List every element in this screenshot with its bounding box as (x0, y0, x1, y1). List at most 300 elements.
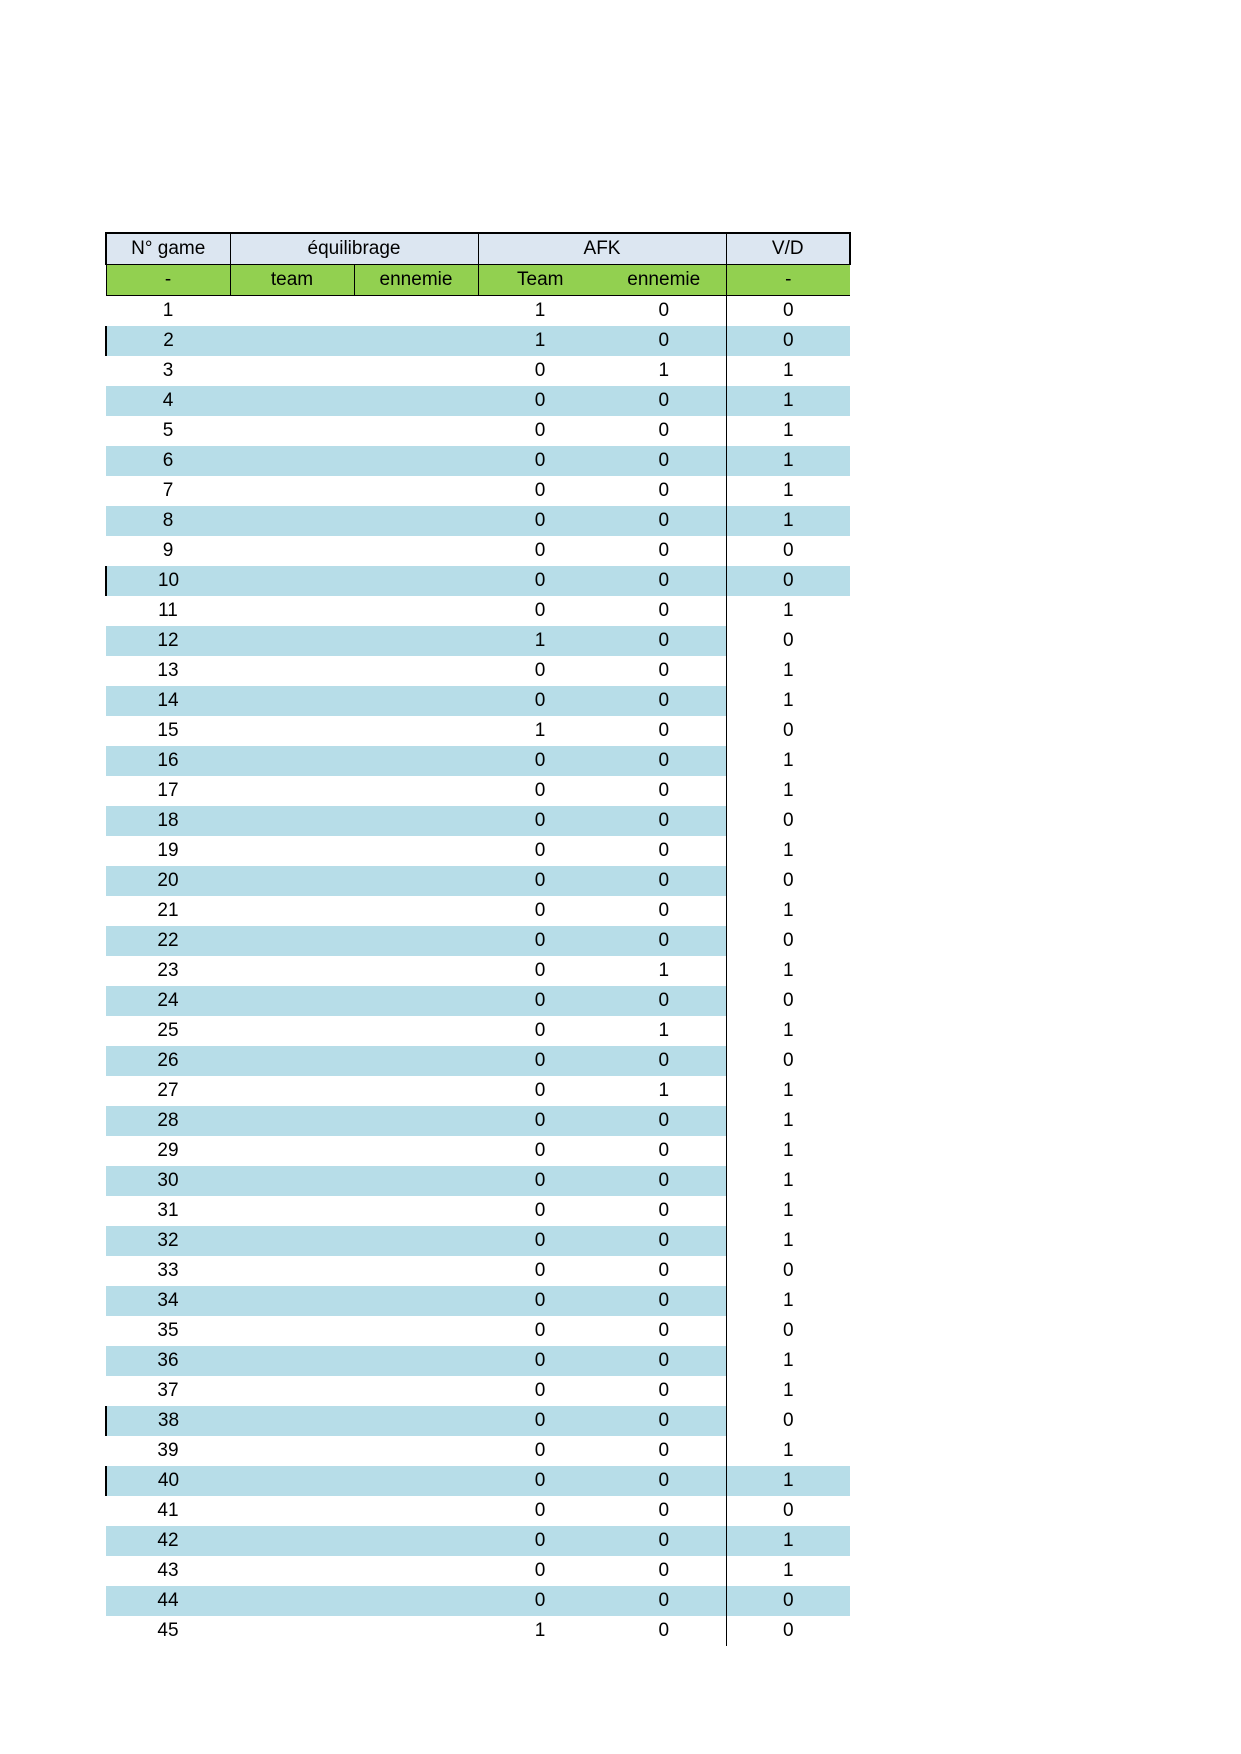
table-row (106, 1136, 850, 1166)
cell-game-number[interactable]: 2 (106, 326, 230, 356)
cell-equilibrage-ennemie[interactable] (354, 476, 478, 506)
cell-afk-team[interactable]: 1 (478, 326, 602, 356)
cell-afk-team[interactable]: 0 (478, 806, 602, 836)
cell-afk-team[interactable]: 0 (534, 960, 546, 981)
cell-game-number[interactable]: 3 (162, 360, 174, 381)
cell-afk-team[interactable]: 0 (534, 780, 546, 801)
cell-afk-team[interactable]: 0 (534, 1440, 546, 1461)
cell-afk-team[interactable]: 0 (534, 1200, 546, 1221)
cell-afk-ennemie[interactable]: 0 (602, 1046, 726, 1076)
cell-vd[interactable]: 1 (726, 506, 850, 536)
cell-afk-ennemie[interactable]: 0 (602, 986, 726, 1016)
cell-afk-ennemie[interactable]: 0 (602, 1556, 726, 1586)
cell-afk-team[interactable]: 1 (478, 626, 602, 656)
table-row (106, 506, 850, 536)
cell-game-number[interactable]: 16 (106, 746, 230, 776)
cell-equilibrage-team[interactable] (230, 1256, 354, 1286)
cell-afk-ennemie[interactable]: 0 (602, 1616, 726, 1646)
cell-equilibrage-team[interactable] (230, 686, 354, 716)
cell-afk-team[interactable]: 0 (478, 986, 602, 1016)
cell-equilibrage-team[interactable] (230, 1316, 354, 1346)
cell-vd[interactable]: 1 (782, 1020, 794, 1041)
cell-vd[interactable]: 0 (726, 866, 850, 896)
cell-vd[interactable]: 1 (782, 420, 794, 441)
cell-game-number[interactable]: 42 (106, 1526, 230, 1556)
cell-afk-team[interactable]: 0 (534, 360, 546, 381)
cell-afk-team[interactable]: 0 (534, 1380, 546, 1401)
cell-game-number[interactable]: 43 (157, 1560, 179, 1581)
cell-vd[interactable]: 1 (726, 1166, 850, 1196)
cell-equilibrage-ennemie[interactable] (354, 1226, 478, 1256)
cell-equilibrage-team[interactable] (230, 1586, 354, 1616)
cell-equilibrage-ennemie[interactable] (354, 296, 478, 327)
subheader-team[interactable]: team (230, 265, 354, 296)
cell-afk-team[interactable]: 0 (478, 686, 602, 716)
cell-game-number[interactable]: 31 (157, 1200, 179, 1221)
table-row (106, 326, 850, 356)
cell-vd[interactable]: 0 (782, 540, 794, 561)
cell-game-number[interactable]: 26 (106, 1046, 230, 1076)
table-row (106, 1526, 850, 1556)
cell-equilibrage-ennemie[interactable] (354, 626, 478, 656)
cell-vd[interactable]: 0 (726, 1046, 850, 1076)
cell-game-number[interactable]: 4 (106, 386, 230, 416)
cell-equilibrage-team[interactable] (230, 1466, 354, 1496)
cell-vd[interactable]: 1 (726, 1226, 850, 1256)
cell-vd[interactable]: 1 (782, 900, 794, 921)
cell-equilibrage-team[interactable] (230, 476, 354, 506)
cell-vd[interactable]: 1 (782, 1200, 794, 1221)
cell-afk-ennemie[interactable]: 0 (602, 896, 726, 926)
cell-game-number[interactable]: 35 (157, 1320, 179, 1341)
cell-equilibrage-ennemie[interactable] (354, 1436, 478, 1466)
cell-game-number[interactable]: 40 (106, 1466, 230, 1496)
cell-afk-ennemie[interactable]: 1 (602, 1076, 726, 1106)
cell-equilibrage-team[interactable] (230, 806, 354, 836)
cell-afk-ennemie[interactable]: 0 (602, 1436, 726, 1466)
cell-afk-ennemie[interactable]: 0 (602, 1376, 726, 1406)
table-row (106, 536, 850, 566)
cell-vd[interactable]: 0 (782, 1500, 794, 1521)
cell-vd[interactable]: 1 (782, 1380, 794, 1401)
cell-equilibrage-team[interactable] (230, 776, 354, 806)
cell-afk-ennemie[interactable]: 0 (602, 296, 726, 327)
cell-afk-ennemie[interactable]: 0 (602, 1196, 726, 1226)
cell-equilibrage-team[interactable] (230, 1076, 354, 1106)
cell-equilibrage-team[interactable] (230, 416, 354, 446)
cell-equilibrage-ennemie[interactable] (354, 866, 478, 896)
cell-afk-team[interactable]: 0 (478, 566, 602, 596)
cell-game-number[interactable]: 28 (106, 1106, 230, 1136)
cell-afk-team[interactable]: 0 (478, 1046, 602, 1076)
table-row (106, 1496, 850, 1526)
cell-afk-ennemie[interactable]: 1 (602, 1016, 726, 1046)
cell-afk-ennemie[interactable]: 1 (602, 956, 726, 986)
cell-afk-team[interactable]: 0 (478, 1106, 602, 1136)
cell-vd[interactable]: 0 (782, 1620, 794, 1641)
cell-game-number[interactable]: 38 (106, 1406, 230, 1436)
cell-afk-ennemie[interactable]: 0 (602, 326, 726, 356)
cell-afk-ennemie[interactable]: 0 (602, 866, 726, 896)
cell-equilibrage-ennemie[interactable] (354, 806, 478, 836)
cell-equilibrage-team[interactable] (230, 1346, 354, 1376)
cell-afk-ennemie[interactable]: 0 (602, 1316, 726, 1346)
cell-equilibrage-ennemie[interactable] (354, 716, 478, 746)
cell-afk-team[interactable]: 0 (478, 506, 602, 536)
cell-afk-ennemie[interactable]: 0 (602, 1166, 726, 1196)
cell-equilibrage-ennemie[interactable] (354, 506, 478, 536)
cell-afk-ennemie[interactable]: 0 (602, 716, 726, 746)
cell-equilibrage-team[interactable] (230, 836, 354, 866)
cell-vd[interactable]: 0 (726, 626, 850, 656)
cell-afk-team[interactable]: 0 (534, 1260, 546, 1281)
cell-equilibrage-ennemie[interactable] (354, 1346, 478, 1376)
cell-game-number[interactable]: 6 (106, 446, 230, 476)
cell-vd[interactable]: 0 (726, 986, 850, 1016)
cell-equilibrage-ennemie[interactable] (354, 656, 478, 686)
cell-vd[interactable]: 0 (726, 566, 850, 596)
cell-afk-ennemie[interactable]: 0 (602, 806, 726, 836)
cell-afk-team[interactable]: 0 (534, 540, 546, 561)
cell-vd[interactable]: 1 (726, 746, 850, 776)
cell-afk-team[interactable]: 0 (478, 446, 602, 476)
cell-equilibrage-ennemie[interactable] (354, 1046, 478, 1076)
cell-game-number[interactable]: 29 (157, 1140, 179, 1161)
cell-afk-ennemie[interactable]: 0 (602, 1226, 726, 1256)
cell-equilibrage-ennemie[interactable] (354, 1496, 478, 1526)
cell-afk-ennemie[interactable]: 0 (602, 686, 726, 716)
cell-afk-team[interactable]: 1 (534, 720, 546, 741)
cell-equilibrage-team[interactable] (230, 596, 354, 626)
cell-game-number[interactable]: 7 (162, 480, 174, 501)
cell-vd[interactable]: 0 (726, 926, 850, 956)
cell-afk-ennemie[interactable]: 0 (602, 1346, 726, 1376)
cell-afk-ennemie[interactable]: 0 (602, 506, 726, 536)
cell-afk-team[interactable]: 0 (534, 1020, 546, 1041)
subheader-vd[interactable]: - (726, 265, 850, 296)
cell-game-number[interactable]: 18 (106, 806, 230, 836)
cell-game-number[interactable]: 34 (106, 1286, 230, 1316)
cell-game-number[interactable]: 1 (162, 300, 174, 321)
cell-afk-ennemie[interactable]: 0 (602, 566, 726, 596)
cell-afk-ennemie[interactable]: 0 (602, 1406, 726, 1436)
cell-equilibrage-ennemie[interactable] (354, 1556, 478, 1586)
subheader-row (106, 265, 850, 296)
cell-vd[interactable]: 1 (782, 780, 794, 801)
cell-vd[interactable]: 1 (782, 1140, 794, 1161)
cell-equilibrage-ennemie[interactable] (354, 1076, 478, 1106)
table-row (106, 386, 850, 416)
cell-equilibrage-team[interactable] (230, 1526, 354, 1556)
cell-game-number[interactable]: 22 (106, 926, 230, 956)
cell-equilibrage-ennemie[interactable] (354, 1016, 478, 1046)
cell-game-number[interactable]: 10 (106, 566, 230, 596)
cell-vd[interactable]: 0 (782, 1320, 794, 1341)
cell-afk-team[interactable]: 0 (534, 840, 546, 861)
cell-equilibrage-team[interactable] (230, 1136, 354, 1166)
cell-equilibrage-team[interactable] (230, 716, 354, 746)
header-vd[interactable]: V/D (726, 233, 850, 265)
cell-equilibrage-team[interactable] (230, 896, 354, 926)
cell-equilibrage-ennemie[interactable] (354, 416, 478, 446)
cell-equilibrage-team[interactable] (230, 446, 354, 476)
cell-game-number[interactable]: 19 (157, 840, 179, 861)
cell-afk-ennemie[interactable]: 0 (602, 1136, 726, 1166)
cell-vd[interactable]: 0 (726, 806, 850, 836)
cell-equilibrage-ennemie[interactable] (354, 1196, 478, 1226)
cell-game-number[interactable]: 32 (106, 1226, 230, 1256)
cell-vd[interactable]: 0 (782, 720, 794, 741)
cell-equilibrage-team[interactable] (230, 386, 354, 416)
cell-afk-team[interactable]: 0 (534, 1080, 546, 1101)
cell-afk-team[interactable]: 0 (534, 660, 546, 681)
cell-afk-team[interactable]: 0 (478, 386, 602, 416)
cell-afk-team[interactable]: 0 (534, 1560, 546, 1581)
cell-equilibrage-team[interactable] (230, 506, 354, 536)
cell-game-number[interactable]: 24 (106, 986, 230, 1016)
cell-equilibrage-team[interactable] (230, 956, 354, 986)
cell-equilibrage-team[interactable] (230, 536, 354, 566)
cell-afk-team[interactable]: 0 (478, 866, 602, 896)
cell-equilibrage-ennemie[interactable] (354, 536, 478, 566)
cell-vd[interactable]: 1 (782, 480, 794, 501)
cell-equilibrage-ennemie[interactable] (354, 1316, 478, 1346)
cell-game-number[interactable]: 30 (106, 1166, 230, 1196)
cell-equilibrage-team[interactable] (230, 1196, 354, 1226)
cell-equilibrage-team[interactable] (230, 926, 354, 956)
cell-equilibrage-team[interactable] (230, 626, 354, 656)
cell-equilibrage-team[interactable] (230, 656, 354, 686)
table-row (106, 806, 850, 836)
cell-game-number[interactable]: 39 (157, 1440, 179, 1461)
cell-afk-team[interactable]: 0 (534, 600, 546, 621)
cell-afk-team[interactable]: 0 (478, 1466, 602, 1496)
cell-vd[interactable]: 1 (782, 660, 794, 681)
cell-afk-ennemie[interactable]: 0 (602, 596, 726, 626)
cell-equilibrage-ennemie[interactable] (354, 896, 478, 926)
cell-vd[interactable]: 1 (726, 686, 850, 716)
cell-vd[interactable]: 0 (782, 1260, 794, 1281)
cell-equilibrage-ennemie[interactable] (354, 1406, 478, 1436)
cell-equilibrage-team[interactable] (230, 1436, 354, 1466)
subheader-ennemie[interactable]: ennemie (354, 265, 478, 296)
subheader-game[interactable]: - (106, 265, 230, 296)
cell-vd[interactable]: 1 (782, 960, 794, 981)
cell-equilibrage-ennemie[interactable] (354, 956, 478, 986)
cell-afk-team[interactable]: 0 (534, 420, 546, 441)
table-row (106, 1406, 850, 1436)
cell-afk-ennemie[interactable]: 0 (602, 1526, 726, 1556)
cell-vd[interactable]: 1 (726, 386, 850, 416)
table-row (106, 776, 850, 806)
table-row (106, 1586, 850, 1616)
cell-afk-ennemie[interactable]: 0 (602, 1586, 726, 1616)
cell-vd[interactable]: 1 (726, 1466, 850, 1496)
cell-equilibrage-ennemie[interactable] (354, 356, 478, 386)
cell-equilibrage-team[interactable] (230, 1016, 354, 1046)
header-game[interactable]: N° game (106, 233, 230, 265)
cell-equilibrage-ennemie[interactable] (354, 1106, 478, 1136)
cell-game-number[interactable]: 27 (157, 1080, 179, 1101)
cell-afk-ennemie[interactable]: 0 (602, 1106, 726, 1136)
cell-vd[interactable]: 1 (726, 1526, 850, 1556)
cell-afk-ennemie[interactable]: 0 (602, 626, 726, 656)
cell-equilibrage-ennemie[interactable] (354, 686, 478, 716)
cell-vd[interactable]: 1 (782, 1560, 794, 1581)
cell-equilibrage-ennemie[interactable] (354, 746, 478, 776)
cell-game-number[interactable]: 21 (157, 900, 179, 921)
cell-equilibrage-ennemie[interactable] (354, 596, 478, 626)
cell-afk-ennemie[interactable]: 0 (602, 386, 726, 416)
subheader-afk-team[interactable]: Team (478, 265, 602, 296)
cell-equilibrage-ennemie[interactable] (354, 1166, 478, 1196)
cell-equilibrage-team[interactable] (230, 1226, 354, 1256)
cell-equilibrage-team[interactable] (230, 986, 354, 1016)
cell-vd[interactable]: 1 (782, 600, 794, 621)
cell-equilibrage-team[interactable] (230, 1496, 354, 1526)
subheader-afk-ennemie[interactable]: ennemie (602, 265, 726, 296)
table-row (106, 596, 850, 626)
cell-afk-team[interactable]: 0 (534, 1140, 546, 1161)
cell-equilibrage-ennemie[interactable] (354, 326, 478, 356)
cell-afk-team[interactable]: 0 (478, 1586, 602, 1616)
cell-game-number[interactable]: 17 (157, 780, 179, 801)
cell-game-number[interactable]: 44 (106, 1586, 230, 1616)
cell-equilibrage-team[interactable] (230, 1106, 354, 1136)
cell-equilibrage-team[interactable] (230, 1616, 354, 1646)
cell-vd[interactable]: 0 (726, 1586, 850, 1616)
cell-equilibrage-ennemie[interactable] (354, 986, 478, 1016)
table-row (106, 356, 850, 386)
table-row (106, 1196, 850, 1226)
cell-vd[interactable]: 1 (782, 1080, 794, 1101)
cell-afk-team[interactable]: 0 (534, 1500, 546, 1521)
cell-equilibrage-team[interactable] (230, 1046, 354, 1076)
cell-equilibrage-team[interactable] (230, 566, 354, 596)
cell-vd[interactable]: 1 (726, 1286, 850, 1316)
cell-equilibrage-team[interactable] (230, 326, 354, 356)
cell-game-number[interactable]: 11 (158, 600, 178, 621)
table-row (106, 956, 850, 986)
cell-afk-ennemie[interactable]: 1 (602, 356, 726, 386)
cell-vd[interactable]: 1 (782, 360, 794, 381)
cell-game-number[interactable]: 25 (157, 1020, 179, 1041)
cell-game-number[interactable]: 37 (157, 1380, 179, 1401)
cell-vd[interactable]: 0 (782, 300, 794, 321)
table-row (106, 1016, 850, 1046)
cell-game-number[interactable]: 14 (106, 686, 230, 716)
cell-equilibrage-ennemie[interactable] (354, 1466, 478, 1496)
cell-equilibrage-ennemie[interactable] (354, 1376, 478, 1406)
cell-equilibrage-ennemie[interactable] (354, 926, 478, 956)
cell-vd[interactable]: 1 (726, 1346, 850, 1376)
cell-equilibrage-ennemie[interactable] (354, 1526, 478, 1556)
cell-game-number[interactable]: 20 (106, 866, 230, 896)
cell-afk-ennemie[interactable]: 0 (602, 1286, 726, 1316)
cell-afk-ennemie[interactable]: 0 (602, 926, 726, 956)
cell-afk-team[interactable]: 1 (534, 300, 546, 321)
cell-equilibrage-team[interactable] (230, 866, 354, 896)
cell-equilibrage-team[interactable] (230, 1286, 354, 1316)
cell-game-number[interactable]: 41 (157, 1500, 179, 1521)
cell-afk-ennemie[interactable]: 0 (602, 446, 726, 476)
cell-equilibrage-ennemie[interactable] (354, 1586, 478, 1616)
cell-afk-team[interactable]: 0 (478, 1346, 602, 1376)
cell-afk-team[interactable]: 0 (478, 1166, 602, 1196)
cell-game-number[interactable]: 12 (106, 626, 230, 656)
cell-equilibrage-ennemie[interactable] (354, 776, 478, 806)
cell-vd[interactable]: 1 (782, 1440, 794, 1461)
cell-equilibrage-ennemie[interactable] (354, 446, 478, 476)
cell-vd[interactable]: 1 (726, 1106, 850, 1136)
cell-afk-team[interactable]: 0 (478, 1406, 602, 1436)
cell-equilibrage-ennemie[interactable] (354, 1616, 478, 1646)
cell-equilibrage-team[interactable] (230, 1376, 354, 1406)
cell-afk-team[interactable]: 0 (478, 746, 602, 776)
table-row (106, 836, 850, 866)
cell-afk-team[interactable]: 0 (534, 1320, 546, 1341)
cell-afk-team[interactable]: 0 (534, 900, 546, 921)
cell-equilibrage-team[interactable] (230, 296, 354, 327)
cell-equilibrage-ennemie[interactable] (354, 566, 478, 596)
cell-game-number[interactable]: 8 (106, 506, 230, 536)
cell-vd[interactable]: 0 (726, 1406, 850, 1436)
cell-equilibrage-team[interactable] (230, 356, 354, 386)
cell-afk-team[interactable]: 0 (478, 1286, 602, 1316)
cell-equilibrage-ennemie[interactable] (354, 386, 478, 416)
table-row (106, 926, 850, 956)
cell-vd[interactable]: 1 (726, 446, 850, 476)
cell-vd[interactable]: 1 (782, 840, 794, 861)
header-equilibrage[interactable]: équilibrage (230, 233, 478, 265)
game-stats-table (105, 232, 851, 1646)
cell-afk-ennemie[interactable]: 0 (602, 476, 726, 506)
cell-afk-ennemie[interactable]: 0 (602, 1466, 726, 1496)
cell-afk-team[interactable]: 0 (478, 1226, 602, 1256)
cell-afk-ennemie[interactable]: 0 (602, 746, 726, 776)
cell-afk-ennemie[interactable]: 0 (602, 1496, 726, 1526)
cell-afk-ennemie[interactable]: 0 (602, 776, 726, 806)
cell-afk-ennemie[interactable]: 0 (602, 536, 726, 566)
cell-game-number[interactable]: 33 (157, 1260, 179, 1281)
cell-game-number[interactable]: 36 (106, 1346, 230, 1376)
cell-afk-ennemie[interactable]: 0 (602, 416, 726, 446)
cell-equilibrage-ennemie[interactable] (354, 1136, 478, 1166)
cell-game-number[interactable]: 9 (162, 540, 174, 561)
header-afk[interactable]: AFK (478, 233, 726, 265)
cell-afk-ennemie[interactable]: 0 (602, 1256, 726, 1286)
cell-equilibrage-ennemie[interactable] (354, 836, 478, 866)
cell-equilibrage-team[interactable] (230, 746, 354, 776)
cell-afk-ennemie[interactable]: 0 (602, 836, 726, 866)
cell-afk-team[interactable]: 0 (478, 926, 602, 956)
cell-equilibrage-ennemie[interactable] (354, 1286, 478, 1316)
cell-game-number[interactable]: 13 (157, 660, 179, 681)
cell-game-number[interactable]: 15 (157, 720, 179, 741)
cell-afk-ennemie[interactable]: 0 (602, 656, 726, 686)
cell-equilibrage-ennemie[interactable] (354, 1256, 478, 1286)
cell-equilibrage-team[interactable] (230, 1406, 354, 1436)
cell-equilibrage-team[interactable] (230, 1556, 354, 1586)
cell-game-number[interactable]: 45 (157, 1620, 179, 1641)
cell-game-number[interactable]: 5 (162, 420, 174, 441)
cell-afk-team[interactable]: 1 (534, 1620, 546, 1641)
cell-afk-team[interactable]: 0 (534, 480, 546, 501)
cell-afk-team[interactable]: 0 (478, 1526, 602, 1556)
cell-vd[interactable]: 0 (726, 326, 850, 356)
cell-equilibrage-team[interactable] (230, 1166, 354, 1196)
cell-game-number[interactable]: 23 (157, 960, 179, 981)
